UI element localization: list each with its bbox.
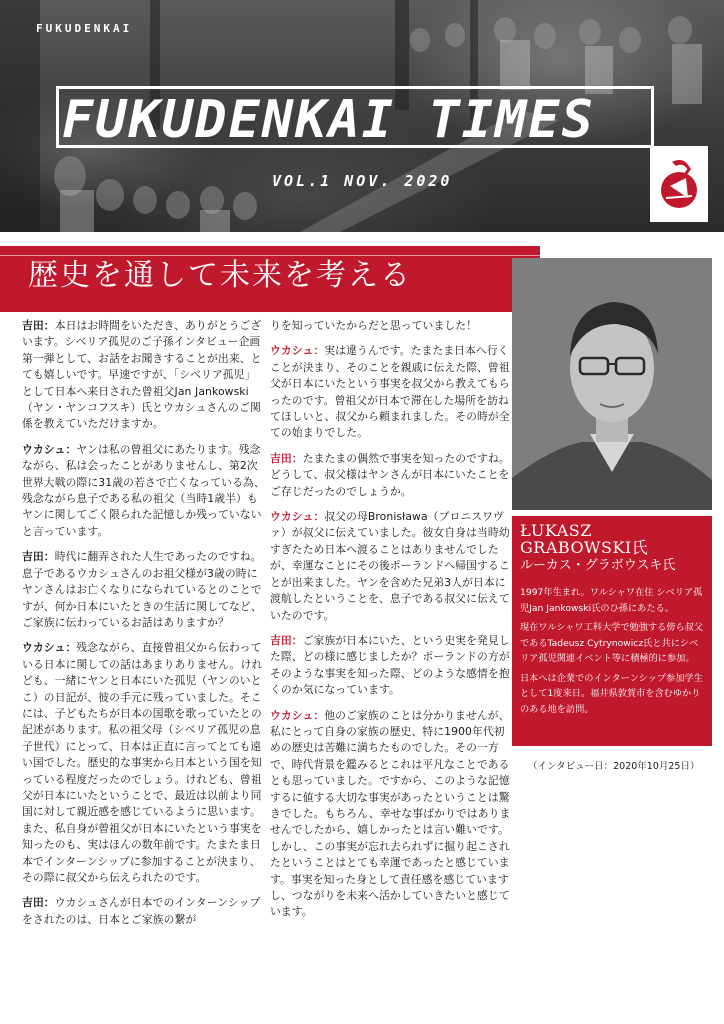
dialogue-paragraph xyxy=(22,640,266,886)
dialogue-text: ウカシュさんが日本でのインターンシップをされたのは、日本とご家族の繋が xyxy=(22,896,261,926)
dialogue-paragraph xyxy=(270,633,514,699)
speaker-label: ウカシュ： xyxy=(270,344,325,358)
dialogue-paragraph xyxy=(22,895,266,928)
speaker-label: 吉田： xyxy=(22,896,55,910)
dialogue-paragraph xyxy=(270,318,514,334)
dialogue-text: 残念ながら、直接曾祖父から伝わっている日本に関しての話はあまりありません。けれども、一緒にヤンと日本にいた孤児（ヤンのいとこ）の日記が、彼の手元に残っていました。そこには、子どもたちが日本の国歌を歌っていたとの記述があります。私の祖父母（シベリア孤児の息子世代）にとって、日本は正直に言ってとても遠い国でした。歴史的な事実から日本という国を知っている程度だったのでしょう。けれども、曾祖父が日本にいたということで、最近は以前より同国に対して親近感を感じているように思います。また、私自身が曾祖父が日本にいたという事実を知ったのも、実はほんの数年前です。たまたま日本でインターンシップに参加することが決まり、その際に叔父から伝えられたのです。 xyxy=(22,641,263,884)
dialogue-paragraph xyxy=(22,318,266,433)
dialogue-paragraph xyxy=(270,451,514,500)
speaker-label: 吉田： xyxy=(270,451,303,465)
dialogue-text: ご家族が日本にいた、という史実を発見した際、どの様に感じましたか？ポーランドの方がそのような事実を知った際、どのような感情を抱くのか気になっています。 xyxy=(270,633,510,697)
speaker-label: 吉田： xyxy=(22,550,55,564)
dialogue-text: たまたまの偶然で事実を知ったのですね。どうして、叔父様はヤンさんが日本にいたことをご存じだったのでしょうか。 xyxy=(270,451,510,498)
bio-paragraph: 現在ワルシャワ工科大学で勉強する傍ら叔父であるTadeusz Cytrynowicz氏と共にシベリア孤児関連イベント等に積極的に参加。 xyxy=(520,622,704,664)
dialogue-text: 叔父の母Bronisława（ブロニスワヴァ）が叔父に伝えていました。彼女自身は当時幼すぎたため日本へ渡ることはありませんでしたが、幸運なことにその後ポーランドへ帰国することが出来ました。ヤンを含めた兄弟3人が日本に渡航したということを、息子である叔父に伝えていたのです。 xyxy=(270,510,510,622)
dialogue-text: ヤンは私の曾祖父にあたります。残念ながら、私は会ったことがありませんし、第2次世界大戦の際に31歳の若さで亡くなっている為、残念ながら息子である私の祖父（当時1歳半）もヤンに関してごく限られた記憶しか残っていないと言っています。 xyxy=(22,442,265,538)
dialogue-paragraph xyxy=(270,708,514,921)
speaker-label: ウカシュ： xyxy=(270,708,325,722)
article-column-1 xyxy=(22,318,266,937)
dialogue-text: 他のご家族のことは分かりませんが、私にとって自身の家族の歴史、特に1900年代初めの歴史は苦難に満ちたものでした。その一方で、時代背景を鑑みるとこれは平凡なことであるとも思っていました。ですから、このような記憶するに値する大切な事実があったということは驚きでした。もちろん、幸せな事ばかりではありませんでしたから、嬉しかったとは言い難いです。しかし、この事実が忘れ去られずに掘り起こされたということはとても幸運であったと感じています。事実を知った身として責任感を感じていますし、つながりを未来へ活かしていきたいと感じています。 xyxy=(270,708,511,919)
crane-logo-icon xyxy=(650,146,708,222)
name-katakana: ルーカス・グラボウスキ氏 xyxy=(520,558,676,573)
profile-bio xyxy=(520,585,704,717)
speaker-label: ウカシュ： xyxy=(22,442,77,456)
speaker-label: 吉田： xyxy=(270,633,303,647)
speaker-label: 吉田： xyxy=(22,319,55,332)
name-latin-line2: GRABOWSKI氏 xyxy=(520,538,649,557)
dialogue-text: りを知っていたからだと思っていました！ xyxy=(270,319,478,332)
dialogue-paragraph xyxy=(22,442,266,540)
bio-paragraph: 日本へは企業でのインターンシップ参加学生として1度来日。福井県敦賀市を含むゆかりのある地を訪問。 xyxy=(520,672,703,715)
name-latin-line1: ŁUKASZ xyxy=(520,521,592,540)
profile-box xyxy=(512,516,712,746)
issue-info: VOL.1 NOV. 2020 xyxy=(272,172,453,190)
bio-paragraph: 1997年生まれ。ワルシャワ在住 シベリア孤児Jan Jankowski氏のひ孫にあたる。 xyxy=(520,587,703,614)
dialogue-paragraph xyxy=(22,549,266,631)
interview-date: （インタビュー日：2020年10月25日） xyxy=(528,761,700,772)
speaker-label: ウカシュ： xyxy=(22,641,77,655)
masthead-title: FUKUDENKAI TIMES xyxy=(62,90,595,150)
speaker-label: ウカシュ： xyxy=(270,510,325,524)
interviewee-portrait xyxy=(512,258,712,510)
dialogue-paragraph xyxy=(270,509,514,624)
dialogue-text: 実は違うんです。たまたま日本へ行くことが決まり、そのことを親戚に伝えた際、曾祖父が日本にいたという事実を叔父から教えてもらったのです。曾祖父が日本で滞在した場所を訪ねてほしいと、叔父から頼まれました。その時が全ての始まりでした。 xyxy=(270,344,510,440)
article-column-2 xyxy=(270,318,514,930)
masthead-kicker: FUKUDENKAI xyxy=(36,22,133,35)
dialogue-text: 時代に翻弄された人生であったのですね。息子であるウカシュさんのお祖父様が3歳の時にヤンさんはお亡くなりになられているとのことですが、何か日本にいたときの生活に関してなど、ご家族に伝わっているお話はありますか？ xyxy=(22,550,262,629)
headline: 歴史を通して未来を考える xyxy=(28,258,412,293)
dialogue-paragraph xyxy=(270,343,514,441)
masthead-photo-banner xyxy=(0,0,724,232)
dialogue-text: 本日はお時間をいただき、ありがとうございます。シベリア孤児のご子孫インタビュー企画第一弾として、お話をお聞きすることが出来、とても嬉しいです。早速ですが、「シベリア孤児」として日本へ来日された曾祖父Jan Jankowski（ヤン・ヤンコフスキ）氏とウカシュさんのご関係を教えていただけますか。 xyxy=(22,319,262,431)
